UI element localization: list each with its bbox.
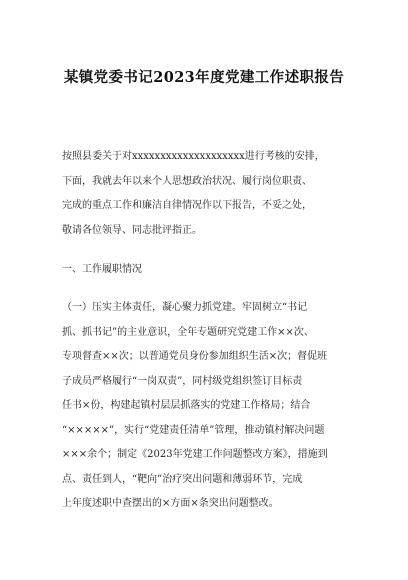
section1-line: 任书×份，构建起镇村层层抓落实的党建工作格局；结合: [62, 400, 311, 411]
intro-line: 敬请各位领导、同志批评指正。: [62, 224, 202, 236]
section1-paragraph: [62, 296, 356, 517]
section1-line: 上年度述职中查摆出的×方面×条突出问题整改。: [62, 498, 279, 509]
section1-line: “×××××”，实行“党建责任清单”管理，推动镇村解决问题: [62, 424, 325, 436]
section1-line: 抓、抓书记”的主业意识，全年专题研究党建工作××次、: [62, 326, 314, 338]
intro-paragraph: [62, 145, 356, 243]
intro-line: 完成的重点工作和廉洁自律情况作以下报告，不妥之处，: [62, 200, 312, 211]
section1-line: 子成员严格履行“一岗双责”，同村级党组织签订目标责: [62, 375, 303, 387]
section1-line: 点、责任到人，“靶向”治疗突出问题和薄弱环节，完成: [62, 473, 303, 485]
section-heading: 一、工作履职情况: [62, 264, 142, 275]
intro-line: 按照县委关于对xxxxxxxxxxxxxxxxxxxx进行考核的安排，: [62, 151, 325, 162]
intro-line: 下面，我就去年以来个人思想政治状况、履行岗位职责、: [62, 175, 312, 187]
section1-line: 专项督查××次；以普通党员身份参加组织生活×次；督促班: [62, 351, 328, 362]
section1-line: ×××余个；制定《2023年党建工作问题整改方案》，措施到: [62, 449, 328, 460]
section1-line: （一）压实主体责任，凝心聚力抓党建。牢固树立“书记: [62, 302, 308, 313]
document-title: 某镇党委书记2023年度党建工作述职报告: [63, 69, 345, 86]
